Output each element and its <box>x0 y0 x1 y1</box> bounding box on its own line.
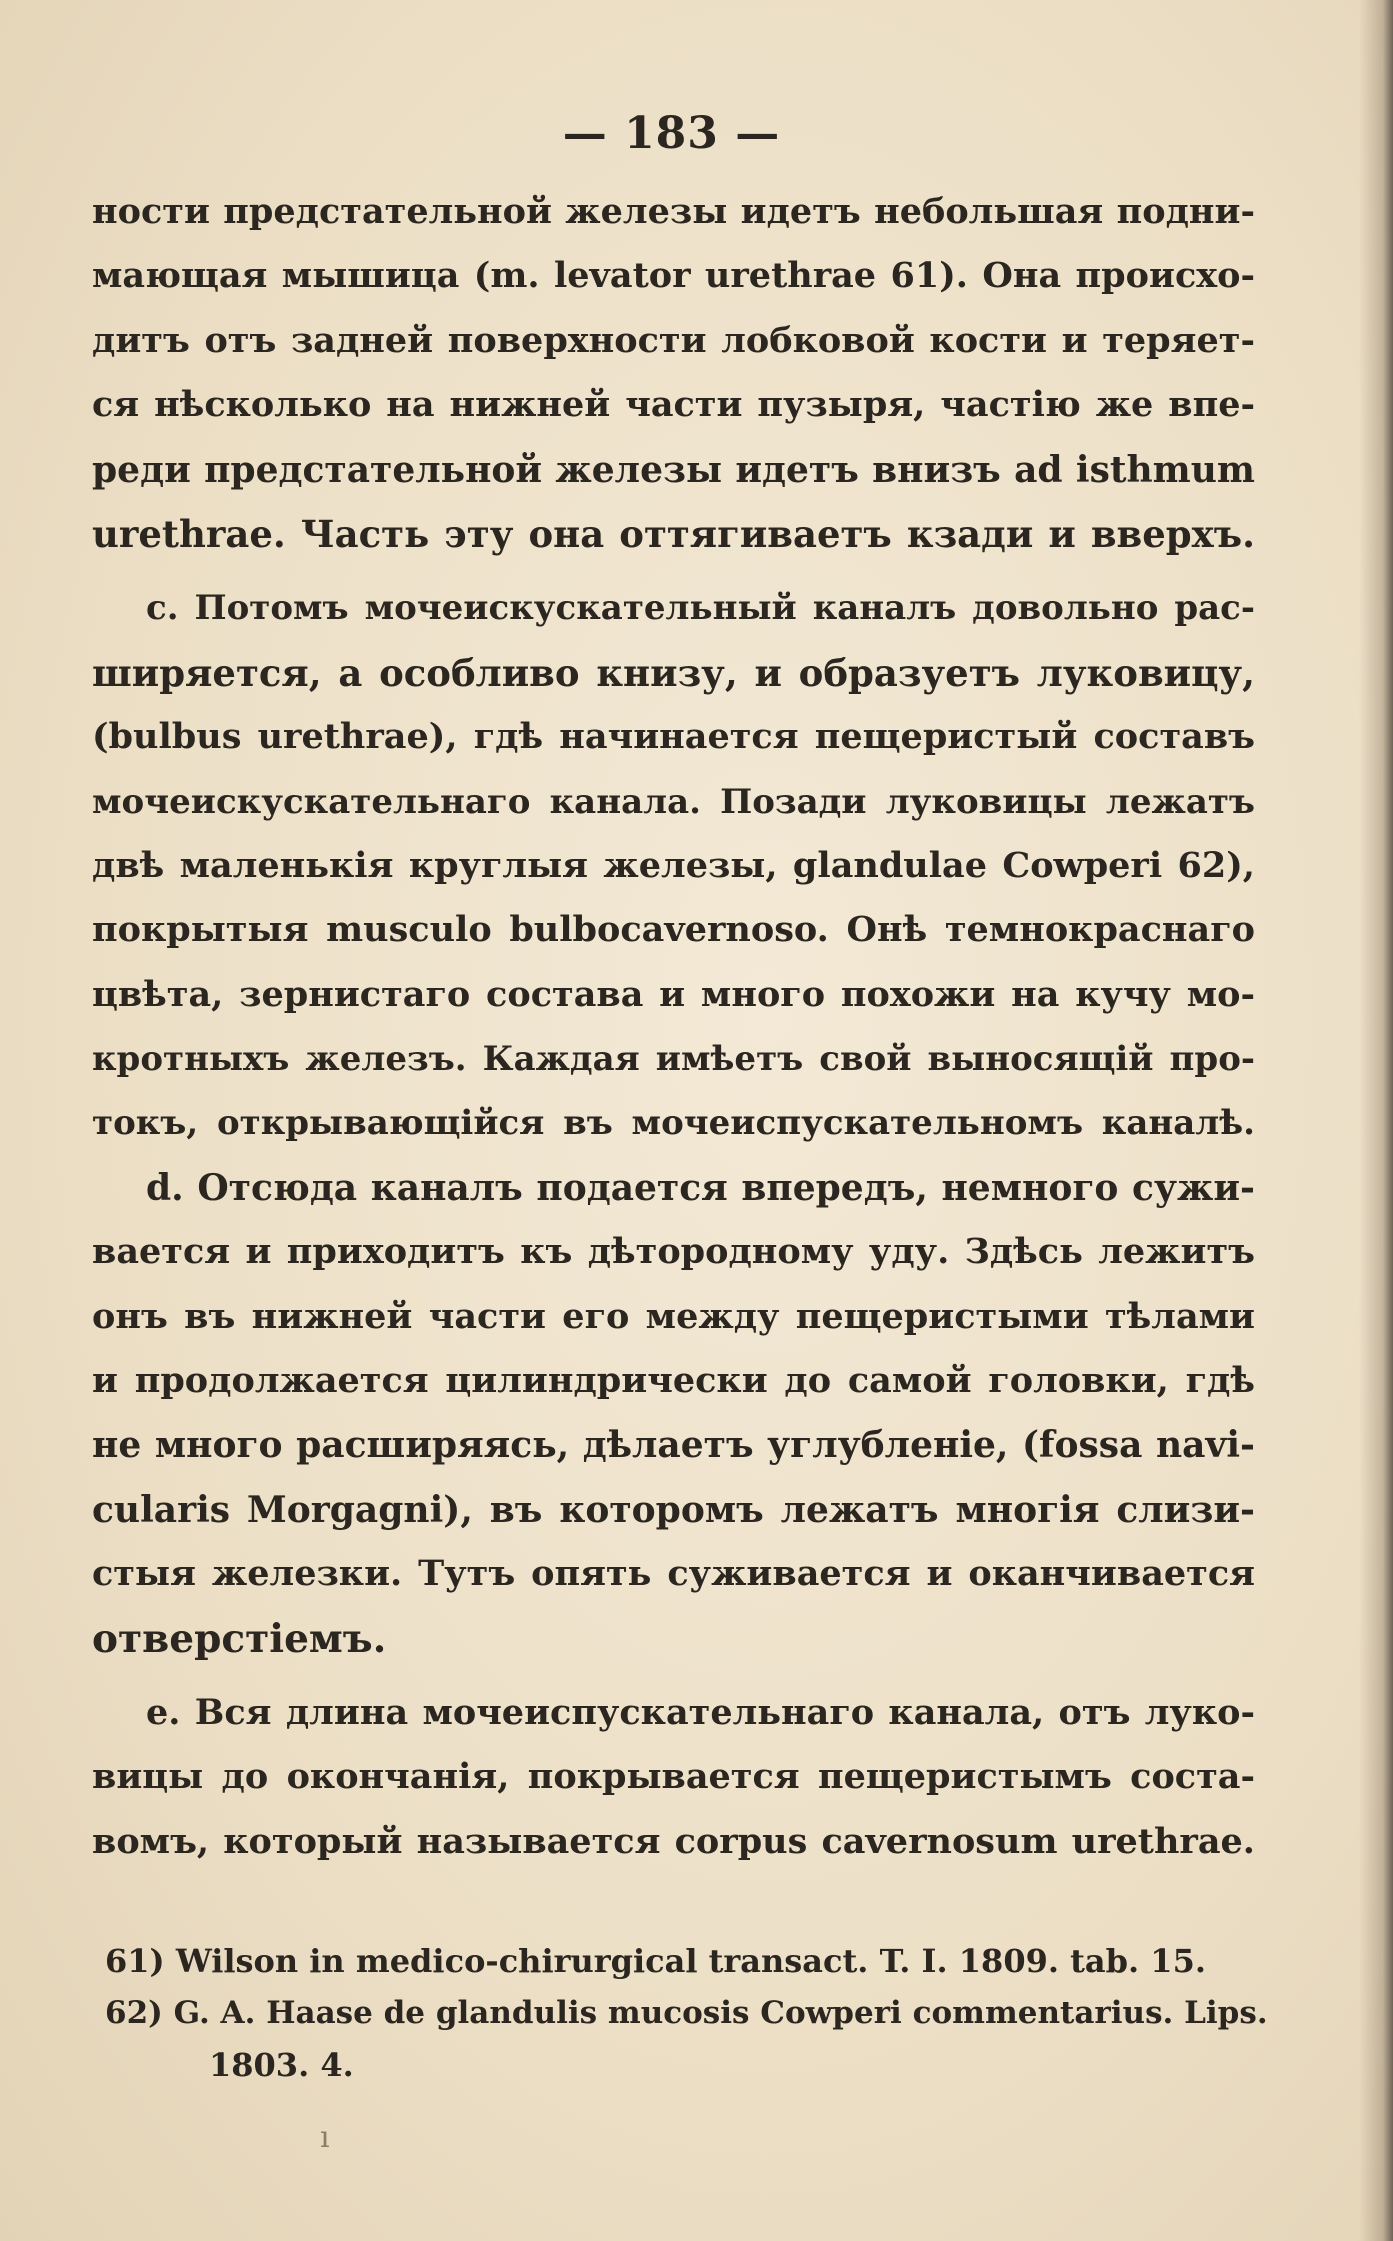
text-line: ности предстательной железы идетъ небольшая подни- <box>92 191 1255 232</box>
stray-mark: ı <box>320 2120 330 2155</box>
page-number: — 183 — <box>562 108 781 159</box>
text-line: (bulbus urethrae), гдѣ начинается пещеристый составъ <box>92 716 1255 758</box>
text-line: не много расширяясь, дѣлаетъ углубленіе, (fossa navi- <box>92 1424 1255 1467</box>
text-line: и продолжается цилиндрически до самой головки, гдѣ <box>92 1360 1255 1402</box>
text-line: c. Потомъ мочеискускательный каналъ довольно рас- <box>146 588 1255 629</box>
footnote-61: 61) Wilson in medico-chirurgical transact. T. I. 1809. tab. 15. <box>105 1942 1206 1980</box>
text-line: вицы до окончанія, покрывается пещеристымъ соста- <box>92 1756 1255 1798</box>
text-line: вомъ, который называется corpus cavernosum urethrae. <box>92 1820 1255 1862</box>
footnote-62: 62) G. A. Haase de glandulis mucosis Cowperi commentarius. Lips. <box>105 1995 1268 2031</box>
text-line: стыя железки. Тутъ опять суживается и оканчивается <box>92 1553 1255 1595</box>
text-line: вается и приходитъ къ дѣтородному уду. Здѣсь лежитъ <box>92 1231 1255 1273</box>
text-line: реди предстательной железы идетъ внизъ ad isthmum <box>92 448 1255 491</box>
text-line: мающая мышица (m. levator urethrae 61). Она происхо- <box>92 255 1255 297</box>
body-text <box>92 180 1255 1874</box>
text-line: токъ, открывающійся въ мочеиспускательномъ каналѣ. <box>92 1103 1255 1144</box>
text-line: онъ въ нижней части его между пещеристыми тѣлами <box>92 1295 1255 1337</box>
text-line: e. Вся длина мочеиспускательнаго канала, отъ луко- <box>146 1691 1255 1733</box>
text-line: кротныхъ железъ. Каждая имѣетъ свой выносящій про- <box>92 1039 1255 1080</box>
text-line: цвѣта, зернистаго состава и много похожи на кучу мо- <box>92 973 1255 1015</box>
text-line: отверстіемъ. <box>92 1615 387 1662</box>
text-line: двѣ маленькія круглыя железы, glandulae Cowperi 62), <box>92 844 1255 886</box>
footnotes <box>105 1935 1275 2091</box>
text-line: ся нѣсколько на нижней части пузыря, частію же впе- <box>92 384 1255 426</box>
text-line: покрытыя musculo bulbocavernoso. Онѣ темнокраснаго <box>92 909 1255 951</box>
text-line: cularis Morgagni), въ которомъ лежатъ многія слизи- <box>92 1488 1255 1531</box>
text-line: дитъ отъ задней поверхности лобковой кости и теряет- <box>92 319 1255 361</box>
text-line: urethrae. Часть эту она оттягиваетъ кзади и вверхъ. <box>92 511 1255 556</box>
text-line: мочеискускательнаго канала. Позади луковицы лежатъ <box>92 781 1255 822</box>
text-line: d. Отсюда каналъ подается впередъ, немного сужи- <box>146 1166 1255 1209</box>
footnote-62-continuation: 1803. 4. <box>209 2046 354 2084</box>
text-line: ширяется, а особливо книзу, и образуетъ луковицу, <box>92 650 1255 695</box>
